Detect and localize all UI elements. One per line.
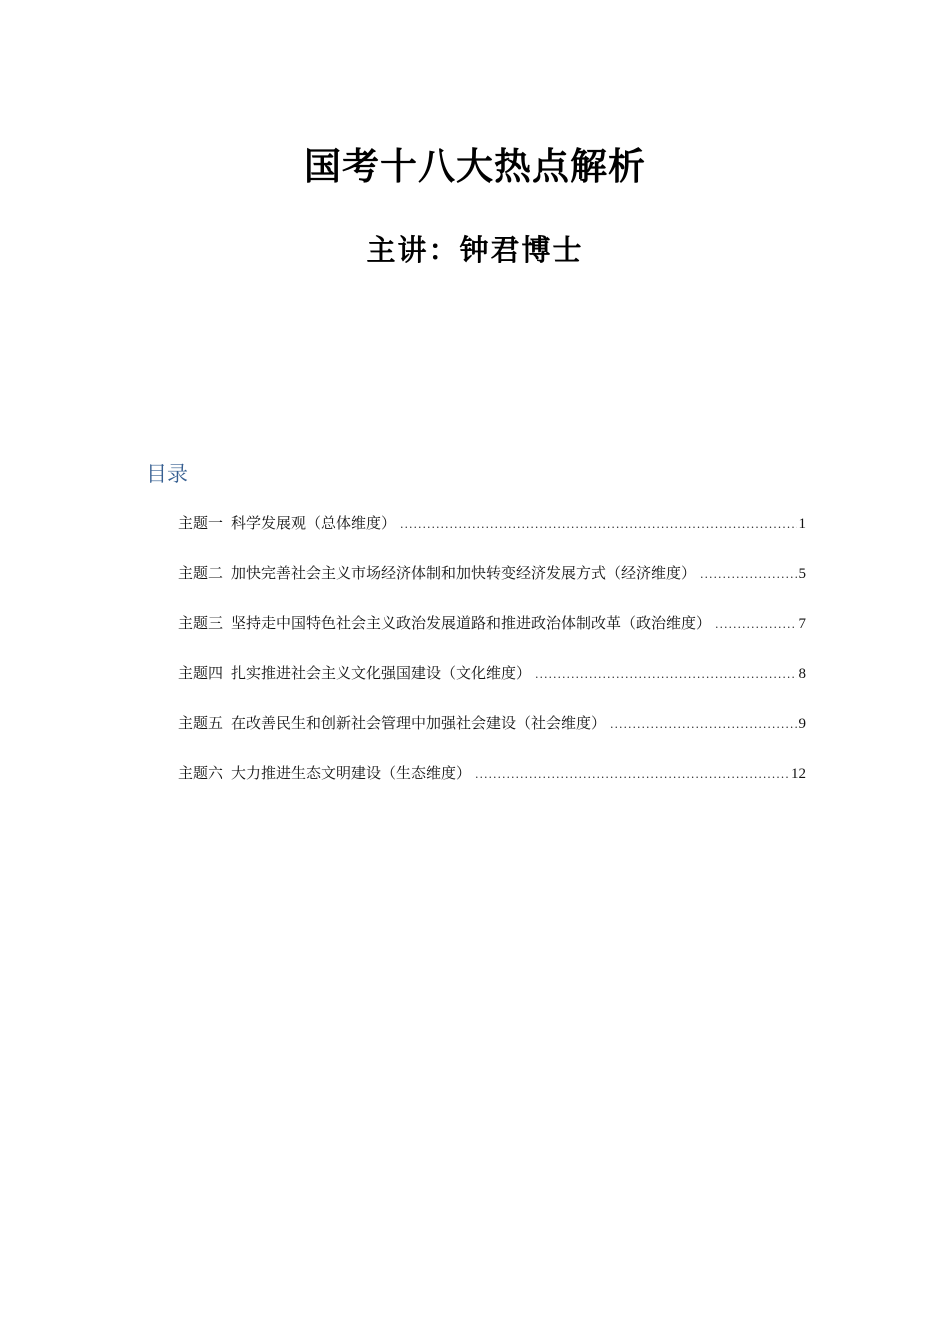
toc-topic-number: 主题四 bbox=[178, 664, 224, 682]
toc-entry[interactable] bbox=[178, 761, 806, 811]
toc-topic-number: 主题二 bbox=[178, 564, 224, 582]
toc-entry[interactable] bbox=[178, 561, 806, 611]
toc-heading: 目录 bbox=[146, 462, 188, 486]
toc-leader-dots bbox=[715, 613, 796, 637]
toc-page-number: 5 bbox=[798, 566, 806, 582]
toc-page-number: 12 bbox=[791, 766, 806, 782]
toc-entry-label bbox=[178, 761, 471, 785]
toc-entry[interactable] bbox=[178, 711, 806, 761]
toc-leader-dots bbox=[400, 513, 796, 537]
toc-topic-title: 加快完善社会主义市场经济体制和加快转变经济发展方式（经济维度） bbox=[231, 564, 697, 582]
toc-topic-number: 主题一 bbox=[178, 514, 224, 532]
toc-entry-label bbox=[178, 711, 606, 735]
toc-topic-number: 主题六 bbox=[178, 764, 224, 782]
toc-page-number: 8 bbox=[798, 666, 806, 682]
toc-leader-dots bbox=[610, 713, 796, 737]
toc-entry[interactable] bbox=[178, 661, 806, 711]
toc-leader-dots bbox=[700, 563, 796, 587]
toc-page-number: 7 bbox=[798, 616, 806, 632]
toc-entry-label bbox=[178, 661, 531, 685]
toc-topic-title: 坚持走中国特色社会主义政治发展道路和推进政治体制改革（政治维度） bbox=[231, 614, 712, 632]
toc-entry-label bbox=[178, 561, 696, 585]
toc-page-number: 9 bbox=[798, 716, 806, 732]
toc-topic-title: 扎实推进社会主义文化强国建设（文化维度） bbox=[231, 664, 532, 682]
toc-topic-number: 主题三 bbox=[178, 614, 224, 632]
toc-topic-number: 主题五 bbox=[178, 714, 224, 732]
toc-entry[interactable] bbox=[178, 511, 806, 561]
toc-topic-title: 科学发展观（总体维度） bbox=[231, 514, 397, 532]
toc-page-number: 1 bbox=[798, 516, 806, 532]
toc-topic-title: 大力推进生态文明建设（生态维度） bbox=[231, 764, 472, 782]
toc-entry-label bbox=[178, 511, 396, 535]
document-title: 国考十八大热点解析 bbox=[304, 144, 646, 188]
toc-leader-dots bbox=[535, 663, 796, 687]
toc-topic-title: 在改善民生和创新社会管理中加强社会建设（社会维度） bbox=[231, 714, 607, 732]
table-of-contents bbox=[178, 511, 806, 811]
toc-entry-label bbox=[178, 611, 711, 635]
toc-leader-dots bbox=[475, 763, 789, 787]
document-subtitle: 主讲：钟君博士 bbox=[366, 233, 584, 267]
toc-entry[interactable] bbox=[178, 611, 806, 661]
